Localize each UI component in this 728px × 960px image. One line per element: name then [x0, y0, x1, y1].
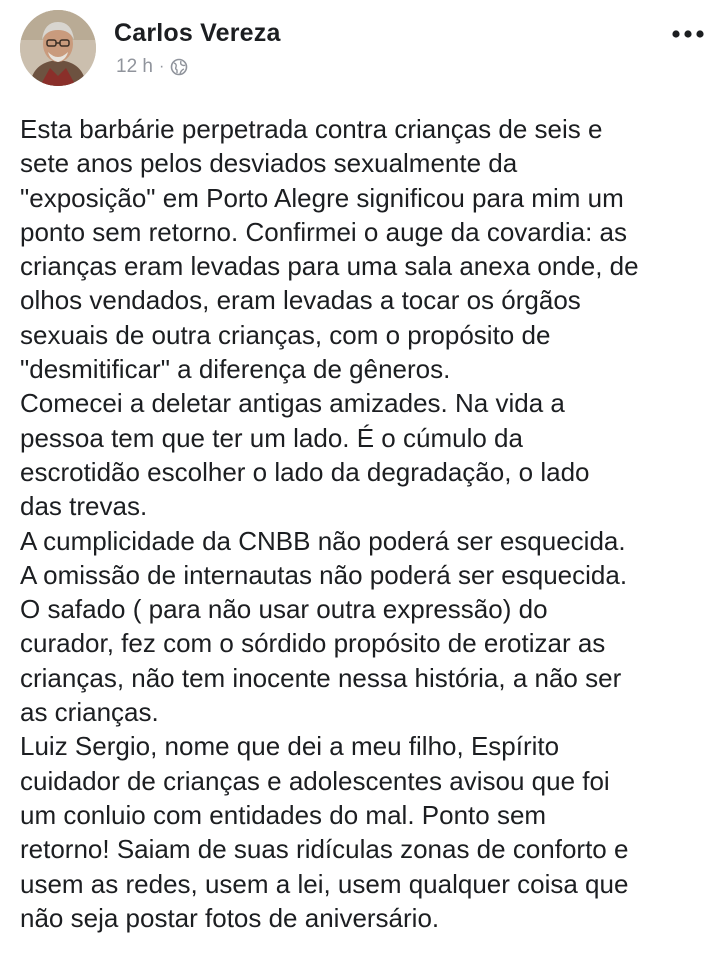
post-line: retorno! Saiam de suas ridículas zonas de conforto e [20, 834, 629, 865]
post-line: usem as redes, usem a lei, usem qualquer coisa que [20, 868, 629, 899]
post-line: Esta barbárie perpetrada contra crianças de seis e [20, 114, 603, 144]
author-name[interactable]: Carlos Vereza [114, 19, 281, 47]
avatar-photo [20, 10, 96, 86]
globe-icon[interactable] [170, 58, 188, 76]
post-line: pessoa tem que ter um lado. É o cúmulo da [20, 422, 523, 453]
post-line: escrotidão escolher o lado da degradação, o lado [20, 456, 590, 487]
post-line: as crianças. [20, 697, 159, 728]
post-line: um conluio com entidades do mal. Ponto sem [20, 799, 547, 830]
post-line: cuidador de crianças e adolescentes avisou que foi [20, 765, 610, 796]
post-line: "desmitificar" a diferença de gêneros. [20, 354, 451, 385]
post-line: curador, fez com o sórdido propósito de erotizar as [20, 628, 606, 659]
post-line: O safado ( para não usar outra expressão) do [20, 594, 548, 625]
post-line: olhos vendados, eram levadas a tocar os órgãos [20, 285, 581, 316]
post-line: sexuais de outra crianças, com o propósito de [20, 319, 551, 350]
avatar[interactable] [20, 10, 96, 86]
post-line: das trevas. [20, 491, 148, 522]
post-line: A cumplicidade da CNBB não poderá ser esquecida. [20, 525, 626, 556]
meta-separator: · [158, 58, 165, 75]
post-line: A omissão de internautas não poderá ser esquecida. [20, 559, 628, 590]
post-line: Luiz Sergio, nome que dei a meu filho, Espírito [20, 731, 560, 762]
post-line: "exposição" em Porto Alegre significou para mim um [20, 182, 624, 213]
post-text [20, 112, 712, 935]
post-line: não seja postar fotos de aniversário. [20, 902, 440, 933]
post-line: crianças eram levadas para uma sala anexa onde, de [20, 251, 639, 282]
post-line: crianças, não tem inocente nessa história, a não ser [20, 662, 622, 693]
post-line: Comecei a deletar antigas amizades. Na vida a [20, 388, 565, 419]
post-meta [116, 56, 188, 78]
post-line: ponto sem retorno. Confirmei o auge da covardia: as [20, 216, 628, 247]
more-options-icon[interactable] [668, 22, 708, 46]
post-line: sete anos pelos desviados sexualmente da [20, 148, 518, 179]
post-timestamp[interactable]: 12 h [116, 56, 153, 77]
